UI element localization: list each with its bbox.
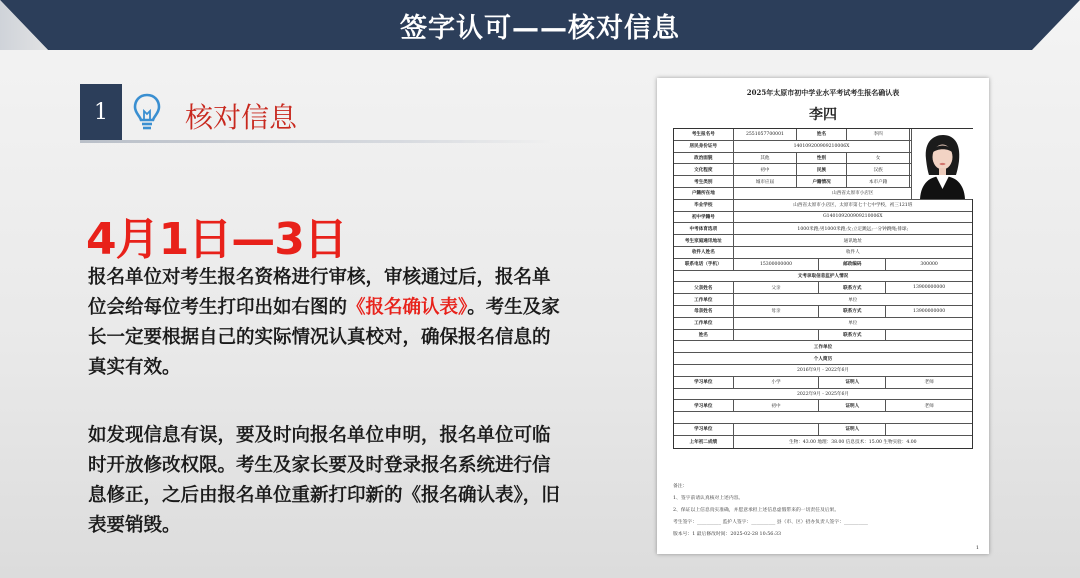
form-cell-value: 山西省太原市小店区 <box>832 191 874 197</box>
form-page-number: 1 <box>975 545 979 551</box>
form-cell-value: 单位 <box>848 297 858 303</box>
p1-text-before: 报名单位对考生报名资格进行审核，审核通过后，报名单位会给每位考生打印出如右图的 <box>88 267 551 318</box>
form-cell-label: 性别 <box>797 153 847 164</box>
form-cell-value: 初中 <box>734 400 820 411</box>
form-cell-label: 证明人 <box>819 400 886 411</box>
form-cell-label: 文考录取信息监护人情况 <box>797 273 849 279</box>
lightbulb-icon <box>130 92 164 132</box>
form-row <box>674 271 972 283</box>
form-cell-value: G140109200909210006X <box>823 214 883 220</box>
form-cell-value: 父亲 <box>734 282 820 293</box>
form-cell-value: 生物：43.00 地理：38.00 信息技术：15.00 生物实验：4.00 <box>789 439 917 445</box>
form-cell-value: 小学 <box>734 377 820 388</box>
student-photo <box>911 129 972 199</box>
form-cell-label: 工作单位 <box>813 344 833 350</box>
form-cell-value: 15300000000 <box>734 259 820 270</box>
form-row <box>674 294 972 306</box>
form-title: 2025年太原市初中学业水平考试考生报名确认表 <box>746 88 900 97</box>
form-cell-value: 李四 <box>847 129 911 140</box>
form-cell-label: 母亲姓名 <box>674 306 734 317</box>
form-row <box>674 436 972 448</box>
date-range: 4月1日—3日 <box>86 214 347 265</box>
form-cell-label: 考生类别 <box>674 176 734 187</box>
form-cell-label: 文化程度 <box>674 164 734 175</box>
form-cell-value <box>674 412 972 423</box>
form-cell-label: 毕业学校 <box>674 200 734 211</box>
form-cell-value: 通讯地址 <box>843 238 862 244</box>
form-cell-value <box>886 330 972 341</box>
form-note-line: 备注： <box>673 484 688 489</box>
form-row <box>674 212 972 224</box>
form-row <box>674 282 972 294</box>
form-note-line: 2、保证以上信息真实准确，并愿意承担上述信息虚假带来的一切责任及后果。 <box>673 508 840 513</box>
form-row <box>674 400 972 412</box>
form-cell-value: 300000 <box>920 261 938 267</box>
form-cell-label: 上年初二成绩 <box>674 436 734 448</box>
form-cell-label: 证明人 <box>819 377 886 388</box>
form-row <box>674 306 972 318</box>
form-row <box>674 365 972 377</box>
form-cell-label: 学习单位 <box>674 377 734 388</box>
form-note-line: 考生签字：__________ 监护人签字：__________ 县（市、区）招办负责人签字：__________ <box>673 520 868 525</box>
form-note-line: 1、签字前请认真核对上述内容。 <box>673 496 744 501</box>
form-row <box>674 377 972 389</box>
form-cell-value: 母亲 <box>734 306 820 317</box>
form-cell-label: 民族 <box>797 164 847 175</box>
form-notes <box>673 481 973 541</box>
section-divider <box>80 140 550 143</box>
form-cell-label: 联系电话（手机） <box>674 259 734 270</box>
form-note-line: 版本号：1 最后修改时间：2025-02-28 10:56:33 <box>673 532 782 537</box>
form-row <box>674 353 972 365</box>
form-cell-label: 居民身份证号 <box>674 141 734 152</box>
form-cell-value: 13900000000 <box>913 285 946 291</box>
form-cell-label: 学习单位 <box>674 400 734 411</box>
form-cell-label: 中考体育选项 <box>674 223 734 234</box>
form-cell-label: 联系方式 <box>819 330 886 341</box>
page-title: 签字认可——核对信息 <box>400 13 680 44</box>
form-student-name: 李四 <box>809 107 837 123</box>
form-cell-value <box>734 330 820 341</box>
form-cell-label: 证明人 <box>819 424 886 435</box>
section-title: 核对信息 <box>185 101 298 134</box>
form-cell-value: 1000米跑;男1000米跑;女;立定跳远;一分钟跳绳;排球; <box>797 226 909 232</box>
form-cell-value: 2022年9月 - 2025年6月 <box>796 391 850 397</box>
form-cell-label: 邮政编码 <box>819 259 886 270</box>
form-row <box>674 235 972 247</box>
form-cell-label: 联系方式 <box>819 282 886 293</box>
p1-text-after: 。考生及家长一定要根据自己的实际情况认真校对，确保报名信息的真实有效。 <box>88 297 560 378</box>
form-cell-value: 老师 <box>924 403 934 409</box>
form-cell-value: 汉族 <box>847 164 911 175</box>
form-cell-label: 户籍情况 <box>797 176 847 187</box>
form-cell-value: 初中 <box>734 164 798 175</box>
form-cell-label: 收件人姓名 <box>674 247 734 258</box>
form-row <box>674 247 972 259</box>
section-number: 1 <box>80 84 122 140</box>
form-row <box>674 200 972 212</box>
form-cell-value <box>734 424 820 435</box>
form-cell-value: 老师 <box>924 380 934 386</box>
form-cell-value: 收件人 <box>845 250 860 256</box>
form-cell-label: 学习单位 <box>674 424 734 435</box>
form-cell-label: 工作单位 <box>674 318 734 329</box>
form-cell-label: 工作单位 <box>674 294 734 305</box>
form-cell-value: 13900000000 <box>913 308 946 314</box>
form-cell-label: 考生家庭通讯地址 <box>674 235 734 246</box>
form-cell-label: 户籍所在地 <box>674 188 734 199</box>
confirmation-form-highlight: 《报名确认表》 <box>347 297 468 318</box>
form-cell-value: 140109200909210006X <box>734 141 911 152</box>
form-cell-label: 个人简历 <box>813 356 833 362</box>
form-cell-value: 单位 <box>848 321 858 327</box>
form-cell-value: 城市应届 <box>734 176 798 187</box>
form-row <box>674 223 972 235</box>
form-row <box>674 424 972 436</box>
form-row <box>674 259 972 271</box>
form-cell-label: 考生报名号 <box>674 129 734 140</box>
form-cell-value: 女 <box>847 153 911 164</box>
form-cell-value <box>886 424 972 435</box>
form-cell-label: 初中学籍号 <box>674 212 734 223</box>
form-cell-label: 姓名 <box>797 129 847 140</box>
form-cell-label: 联系方式 <box>819 306 886 317</box>
form-row <box>674 330 972 342</box>
form-cell-value: 2551057700001 <box>734 129 798 140</box>
instruction-paragraph-2: 如发现信息有误，要及时向报名单位申明，报名单位可临时开放修改权限。考生及家长要及时登录报名系统进行信息修正，之后由报名单位重新打印新的《报名确认表》，旧表要销毁。 <box>88 425 560 536</box>
form-row <box>674 389 972 401</box>
form-row <box>674 412 972 424</box>
form-cell-label: 父亲姓名 <box>674 282 734 293</box>
form-cell-value: 2016年9月 - 2022年6月 <box>796 368 850 374</box>
form-row <box>674 318 972 330</box>
form-row <box>674 341 972 353</box>
form-cell-value: 本市户籍 <box>847 176 911 187</box>
form-cell-label: 姓名 <box>674 330 734 341</box>
form-cell-value: 其他 <box>734 153 798 164</box>
registration-confirmation-form <box>657 78 989 554</box>
form-cell-label: 政治面貌 <box>674 153 734 164</box>
instruction-paragraph-1 <box>88 263 568 383</box>
form-cell-value: 山西省太原市小店区，太原市第七十七中学校，初三121班 <box>793 203 913 209</box>
